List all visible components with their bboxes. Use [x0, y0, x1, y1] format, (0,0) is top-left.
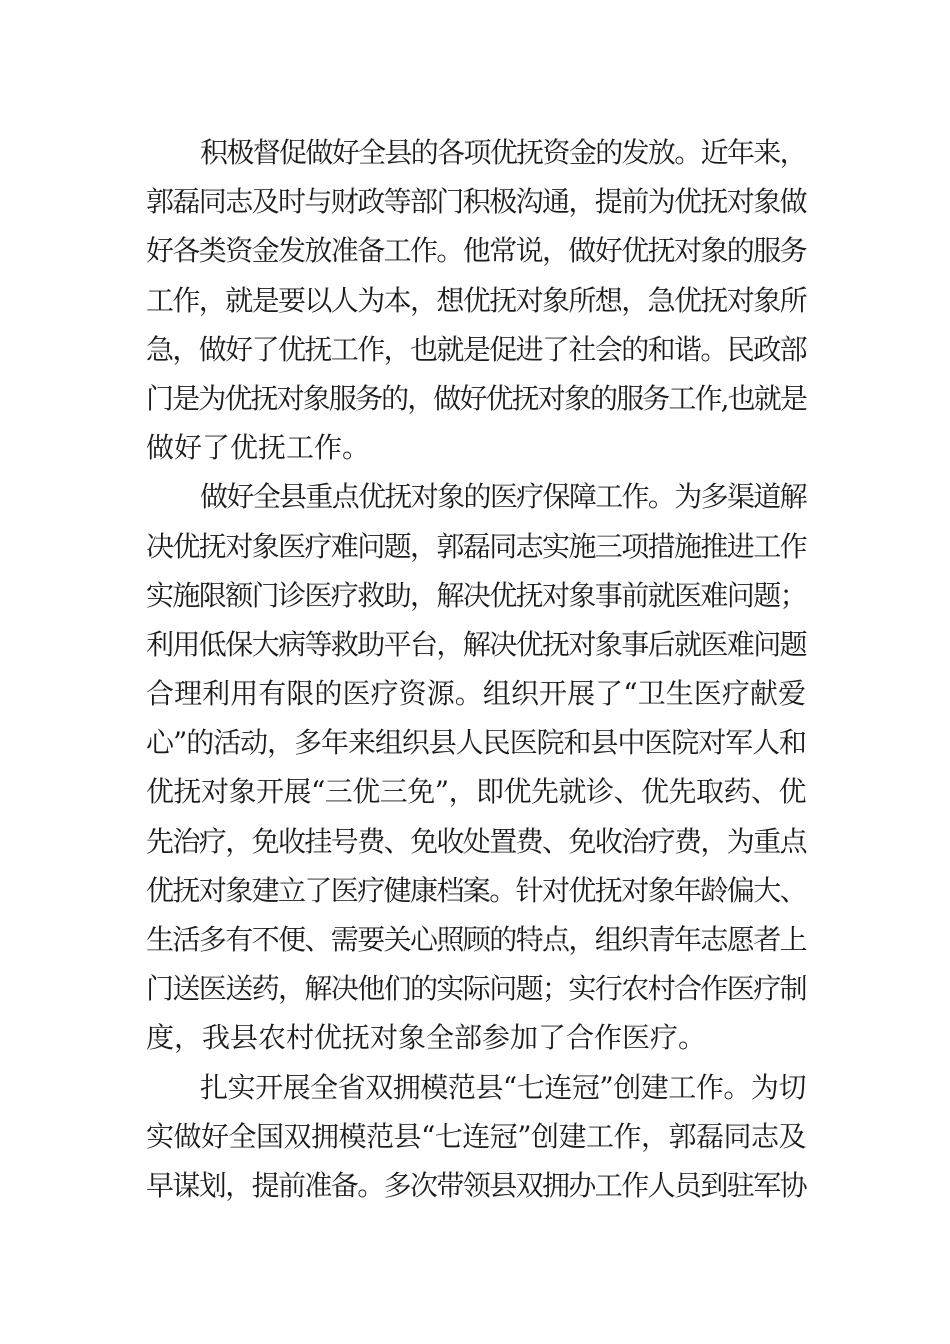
paragraph-2-line-10: 生活多有不便、需要关心照顾的特点，组织青年志愿者上: [146, 923, 806, 956]
paragraph-1-line-4: 工作，就是要以人为本，想优抚对象所想，急优抚对象所: [146, 283, 806, 317]
paragraph-2-line-6: 心”的活动，多年来组织县人民医院和县中医院对军人和: [146, 726, 806, 760]
paragraph-2-line-12: 度，我县农村优抚对象全部参加了合作医疗。: [146, 1021, 707, 1055]
paragraph-3-line-2: 实做好全国双拥模范县“七连冠”创建工作，郭磊同志及: [146, 1119, 806, 1153]
paragraph-2-line-3: 实施限额门诊医疗救助，解决优抚对象事前就医难问题；: [146, 578, 806, 612]
paragraph-1-line-1: 积极督促做好全县的各项优抚资金的发放。近年来，: [200, 136, 806, 169]
paragraph-1-line-7: 做好了优抚工作。: [146, 431, 371, 465]
paragraph-2-line-1: 做好全县重点优抚对象的医疗保障工作。为多渠道解: [200, 480, 806, 514]
paragraph-3-line-3: 早谋划，提前准备。多次带领县双拥办工作人员到驻军协: [146, 1168, 806, 1202]
paragraph-2-line-4: 利用低保大病等救助平台，解决优抚对象事后就医难问题: [146, 627, 806, 661]
paragraph-1-line-6: 门是为优抚对象服务的，做好优抚对象的服务工作,也就是: [146, 381, 806, 415]
paragraph-3-line-1: 扎实开展全省双拥模范县“七连冠”创建工作。为切: [200, 1070, 806, 1104]
paragraph-1-line-3: 好各类资金发放准备工作。他常说，做好优抚对象的服务: [146, 234, 806, 268]
paragraph-2-line-9: 优抚对象建立了医疗健康档案。针对优抚对象年龄偏大、: [146, 873, 806, 907]
paragraph-2-line-8: 先治疗，免收挂号费、免收处置费、免收治疗费，为重点: [146, 824, 806, 858]
paragraph-1-line-5: 急，做好了优抚工作，也就是促进了社会的和谐。民政部: [146, 332, 806, 366]
paragraph-2-line-7: 优抚对象开展“三优三免”，即优先就诊、优先取药、优: [146, 775, 806, 809]
paragraph-2-line-5: 合理利用有限的医疗资源。组织开展了“卫生医疗献爱: [146, 677, 807, 711]
paragraph-2-line-2: 决优抚对象医疗难问题，郭磊同志实施三项措施推进工作: [146, 529, 806, 563]
paragraph-2-line-11: 门送医送药，解决他们的实际问题；实行农村合作医疗制: [146, 972, 806, 1006]
document-body: [146, 128, 806, 1210]
paragraph-1-line-2: 郭磊同志及时与财政等部门积极沟通，提前为优抚对象做: [146, 185, 806, 219]
